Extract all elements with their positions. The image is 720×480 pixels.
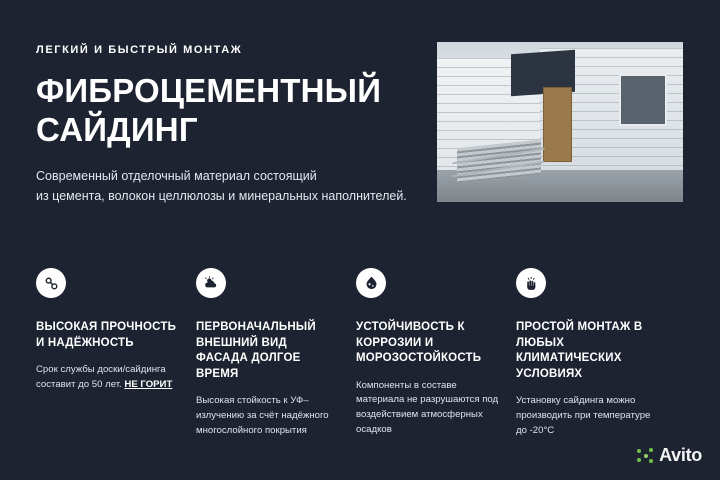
- sun-cloud-icon: [196, 268, 226, 298]
- hero-subtitle-line2: из цемента, волокон целлюлозы и минеральных наполнителей.: [36, 188, 407, 203]
- photo-door: [543, 87, 572, 163]
- hero-eyebrow: ЛЕГКИЙ И БЫСТРЫЙ МОНТАЖ: [36, 44, 243, 56]
- hero-block: [36, 44, 426, 206]
- feature-text-main: Срок службы доски/сайдинга составит до 50 лет.: [36, 364, 166, 390]
- feature-item: [516, 268, 676, 439]
- feature-title: УСТОЙЧИВОСТЬ К КОРРОЗИИ И МОРОЗОСТОЙКОСТЬ: [356, 321, 482, 365]
- feature-list: [36, 268, 686, 439]
- feature-text: [516, 394, 662, 439]
- feature-text-main: Высокая стойкость к УФ–излучению за счёт надёжного многослойного покрытия: [196, 395, 329, 436]
- feature-text-highlight: НЕ ГОРИТ: [124, 378, 173, 390]
- feature-title: ВЫСОКАЯ ПРОЧНОСТЬ И НАДЁЖНОСТЬ: [36, 321, 177, 349]
- feature-title: ПЕРВОНАЧАЛЬНЫЙ ВНЕШНИЙ ВИД ФАСАДА ДОЛГОЕ ВРЕМЯ: [196, 321, 316, 380]
- feature-text-main: Компоненты в составе материала не разрушаются под воздействием атмосферных осадков: [356, 379, 499, 436]
- hand-tool-icon: [516, 268, 546, 298]
- page-title: [36, 72, 426, 149]
- feature-text-main: Установку сайдинга можно производить при температуре до -20°С: [516, 395, 651, 436]
- feature-item: [356, 268, 516, 439]
- feature-text: [36, 363, 182, 393]
- avito-wordmark: Avito: [659, 445, 702, 465]
- feature-title: ПРОСТОЙ МОНТАЖ В ЛЮБЫХ КЛИМАТИЧЕСКИХ УСЛОВИЯХ: [516, 321, 643, 380]
- page-title-line2: САЙДИНГ: [36, 110, 198, 148]
- feature-text: [356, 379, 502, 438]
- water-drop-shield-icon: [356, 268, 386, 298]
- chain-link-icon: [36, 268, 66, 298]
- avito-logo-icon: [637, 448, 653, 464]
- hero-subtitle-line1: Современный отделочный материал состоящий: [36, 169, 317, 184]
- product-photo: [437, 42, 683, 202]
- feature-item: [196, 268, 356, 439]
- feature-item: [36, 268, 196, 439]
- hero-subtitle: [36, 167, 416, 206]
- photo-window: [619, 74, 667, 126]
- feature-text: [196, 394, 342, 439]
- avito-watermark: [637, 445, 702, 466]
- page-title-line1: ФИБРОЦЕМЕНТНЫЙ: [36, 72, 382, 109]
